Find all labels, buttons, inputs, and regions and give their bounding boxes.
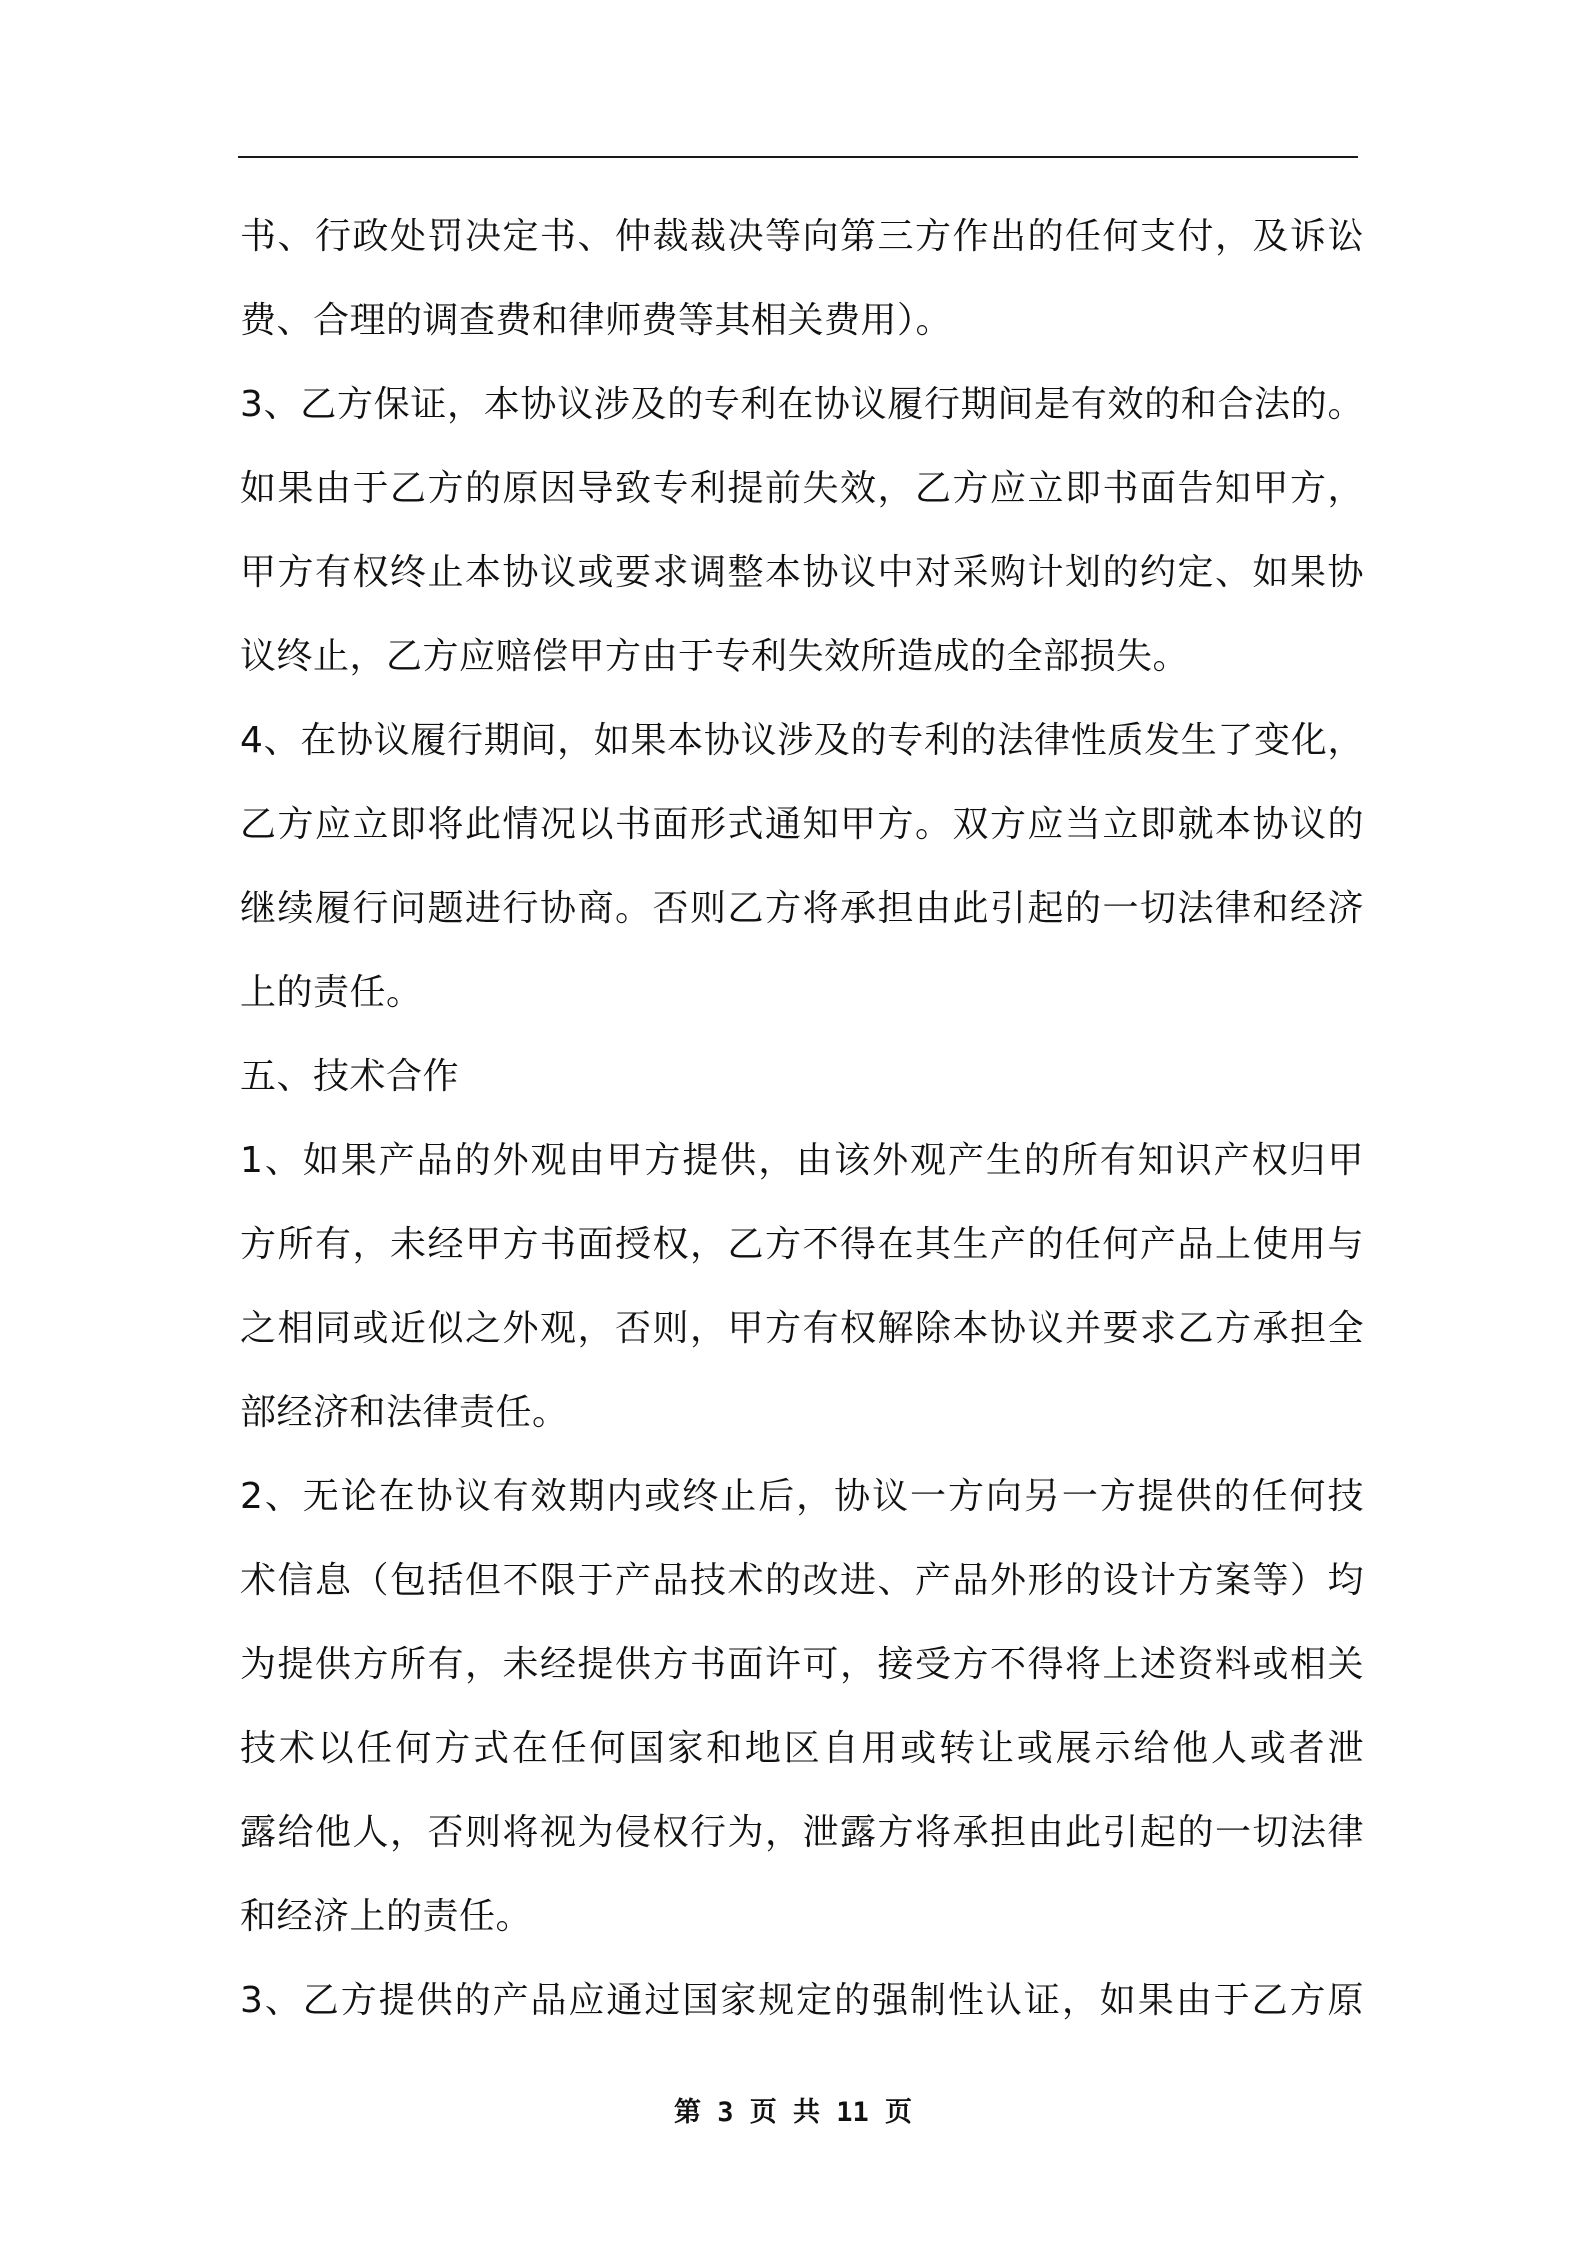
document-line: 3、乙方提供的产品应通过国家规定的强制性认证，如果由于乙方原 (240, 1980, 1364, 2021)
document-line: 方所有，未经甲方书面授权，乙方不得在其生产的任何产品上使用与 (240, 1224, 1364, 1265)
document-line: 书、行政处罚决定书、仲裁裁决等向第三方作出的任何支付，及诉讼 (240, 216, 1364, 257)
header-divider (238, 156, 1358, 158)
document-line: 部经济和法律责任。 (240, 1392, 569, 1433)
document-line: 乙方应立即将此情况以书面形式通知甲方。双方应当立即就本协议的 (240, 804, 1364, 845)
document-line: 如果由于乙方的原因导致专利提前失效，乙方应立即书面告知甲方， (240, 468, 1364, 509)
document-line: 4、在协议履行期间，如果本协议涉及的专利的法律性质发生了变化， (240, 720, 1364, 761)
document-line: 术信息（包括但不限于产品技术的改进、产品外形的设计方案等）均 (240, 1560, 1364, 1601)
document-line: 技术以任何方式在任何国家和地区自用或转让或展示给他人或者泄 (240, 1728, 1364, 1769)
document-line: 议终止，乙方应赔偿甲方由于专利失效所造成的全部损失。 (240, 636, 1190, 677)
document-line: 上的责任。 (240, 972, 423, 1013)
document-line: 为提供方所有，未经提供方书面许可，接受方不得将上述资料或相关 (240, 1644, 1364, 1685)
document-line: 五、技术合作 (240, 1056, 460, 1097)
document-line: 1、如果产品的外观由甲方提供，由该外观产生的所有知识产权归甲 (240, 1140, 1364, 1181)
document-line: 之相同或近似之外观，否则，甲方有权解除本协议并要求乙方承担全 (240, 1308, 1364, 1349)
document-line: 2、无论在协议有效期内或终止后，协议一方向另一方提供的任何技 (240, 1476, 1364, 1517)
document-line: 费、合理的调查费和律师费等其相关费用）。 (240, 300, 953, 341)
document-line: 3、乙方保证，本协议涉及的专利在协议履行期间是有效的和合法的。 (240, 384, 1364, 425)
page-number-footer: 第 3 页 共 11 页 (673, 2097, 913, 2128)
document-line: 继续履行问题进行协商。否则乙方将承担由此引起的一切法律和经济 (240, 888, 1364, 929)
document-body (240, 195, 1364, 2043)
document-line: 和经济上的责任。 (240, 1896, 533, 1937)
document-line: 甲方有权终止本协议或要求调整本协议中对采购计划的约定、如果协 (240, 552, 1364, 593)
document-line: 露给他人，否则将视为侵权行为，泄露方将承担由此引起的一切法律 (240, 1812, 1364, 1853)
